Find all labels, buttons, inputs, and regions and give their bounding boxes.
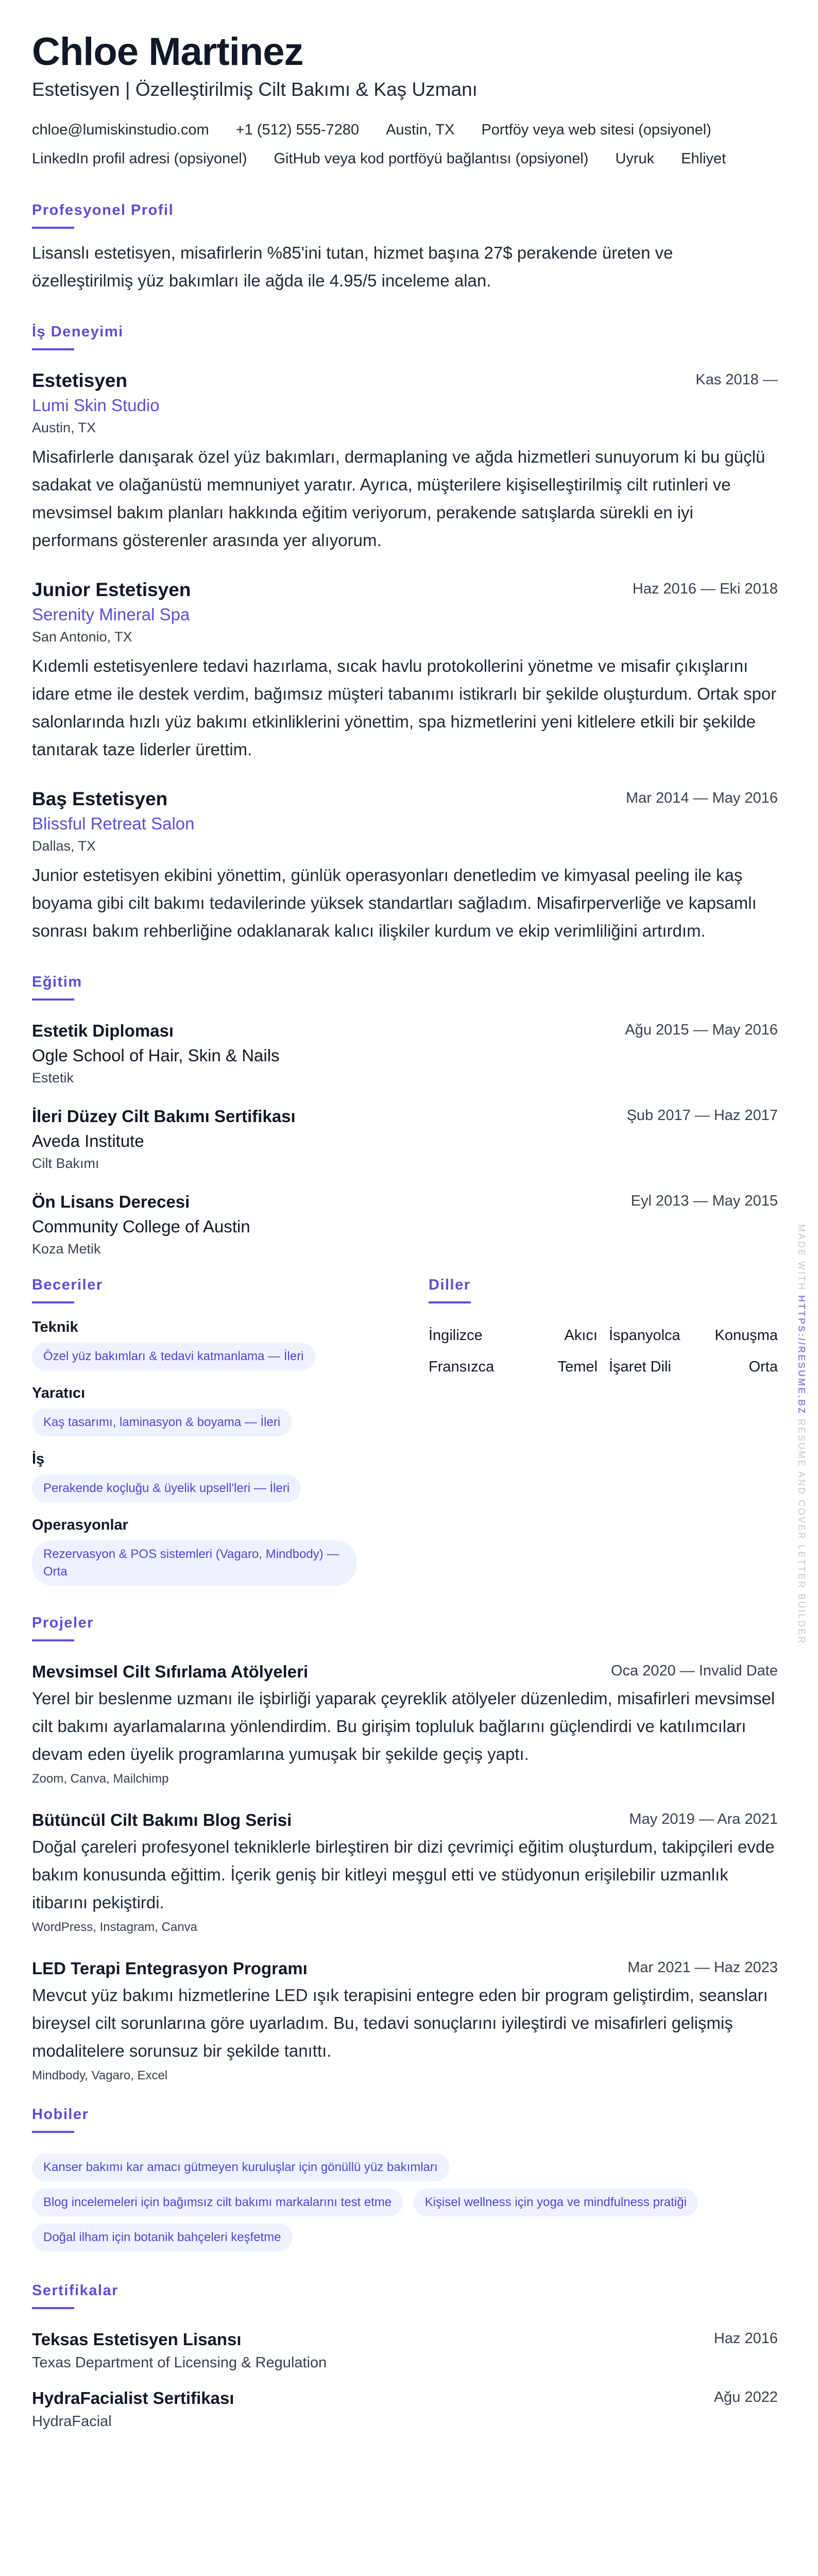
skills-section bbox=[32, 1275, 429, 1586]
resume-page bbox=[32, 29, 778, 2432]
certification-issuer: HydraFacial bbox=[32, 2413, 112, 2430]
project-name: Mevsimsel Cilt Sıfırlama Atölyeleri bbox=[32, 1662, 309, 1681]
education-date: Ağu 2015 — May 2016 bbox=[625, 1022, 778, 1038]
section-title: Beceriler bbox=[32, 1277, 103, 1293]
skill-chip: Perakende koçluğu & üyelik upsell'leri — İleri bbox=[32, 1475, 301, 1502]
education-field: Cilt Bakımı bbox=[32, 1156, 99, 1171]
certification-entry bbox=[32, 2327, 778, 2373]
experience-section bbox=[32, 321, 778, 945]
projects-section bbox=[32, 1613, 778, 2086]
education-section bbox=[32, 972, 778, 1259]
contact-nationality: Uyruk bbox=[615, 150, 655, 167]
resume-header bbox=[32, 29, 778, 173]
degree-title: Estetik Diploması bbox=[32, 1021, 174, 1040]
project-entry bbox=[32, 1807, 778, 1937]
section-divider bbox=[429, 1301, 471, 1303]
company-name: Lumi Skin Studio bbox=[32, 396, 160, 415]
skill-category: Operasyonlar bbox=[32, 1517, 128, 1533]
project-description: Yerel bir beslenme uzmanı ile işbirliği yaparak çeyreklik atölyeler düzenledim, misafirleri mevsimsel cilt bakımı ayarlamalarına yönlendirdim. Bu girişim topluluk bağlarını güçlendirdi ve katılımcıları devam eden üyelik programlarına yumuşak bir şekilde geçiş yaptı. bbox=[32, 1689, 775, 1764]
section-title: Hobiler bbox=[32, 2106, 89, 2123]
experience-entry bbox=[32, 786, 778, 945]
contact-list bbox=[32, 115, 778, 173]
language-level: Orta bbox=[748, 1359, 778, 1375]
project-date: Mar 2021 — Haz 2023 bbox=[627, 1959, 778, 1976]
language-level: Akıcı bbox=[564, 1327, 598, 1344]
experience-entry bbox=[32, 368, 778, 554]
certifications-section bbox=[32, 2280, 778, 2432]
experience-entry bbox=[32, 577, 778, 764]
job-description: Junior estetisyen ekibini yönettim, günlük operasyonları denetledim ve kimyasal peeling ile kaş boyama gibi cilt bakımı tedavilerinde yüksek standartları sağladım. Misafirperverliğe ve kapsamlı sonrası bakım rehberliğine odaklanarak kalıcı ilişkiler kurdum ve ekip verimliliğini artırdım. bbox=[32, 866, 757, 940]
project-tools: WordPress, Instagram, Canva bbox=[32, 1920, 198, 1934]
section-title: Eğitim bbox=[32, 974, 82, 990]
job-description: Misafirlerle danışarak özel yüz bakımları, dermaplaning ve ağda hizmetleri sunuyorum ki bu güçlü sadakat ve olağanüstü memnuniyet yaratır. Ayrıca, müşterilere kişiselleştirilmiş cilt rutinleri ve mevsimsel bakım planları hakkında eğitim veriyorum, perakende satışlarda sürekli en iyi performans gösterenler arasında yer alıyorum. bbox=[32, 447, 765, 550]
project-tools: Zoom, Canva, Mailchimp bbox=[32, 1772, 169, 1786]
project-description: Mevcut yüz bakımı hizmetlerine LED ışık terapisini entegre eden bir program geliştirdim, seansları bireysel cilt sorunlarına göre uyarladım. Bu, tedavi sonuçlarını iyileştirdi ve misafirleri gelişmiş modalitelere sorunsuz bir şekilde tanıttı. bbox=[32, 1986, 768, 2060]
project-entry bbox=[32, 1956, 778, 2086]
project-name: Bütüncül Cilt Bakımı Blog Serisi bbox=[32, 1810, 292, 1829]
watermark-suffix: RESUME AND COVER LETTER BUILDER bbox=[796, 1415, 807, 1645]
section-divider bbox=[32, 998, 74, 1001]
contact-linkedin[interactable]: LinkedIn profil adresi (opsiyonel) bbox=[32, 150, 247, 167]
certification-entry bbox=[32, 2385, 778, 2432]
job-location: Dallas, TX bbox=[32, 838, 96, 854]
education-date: Şub 2017 — Haz 2017 bbox=[626, 1107, 778, 1124]
section-divider bbox=[32, 348, 74, 350]
project-tools: Mindbody, Vagaro, Excel bbox=[32, 2069, 168, 2082]
education-entry bbox=[32, 1104, 778, 1174]
section-divider bbox=[32, 1639, 74, 1641]
school-name: Aveda Institute bbox=[32, 1131, 144, 1150]
job-title: Junior Estetisyen bbox=[32, 579, 191, 600]
skills-languages-row bbox=[32, 1275, 778, 1586]
certification-name: Teksas Estetisyen Lisansı bbox=[32, 2330, 242, 2349]
project-entry bbox=[32, 1659, 778, 1789]
section-title: Projeler bbox=[32, 1615, 94, 1631]
skill-category: İş bbox=[32, 1451, 45, 1467]
language-level: Konuşma bbox=[714, 1327, 778, 1344]
hobbies-section bbox=[32, 2104, 778, 2251]
section-divider bbox=[32, 1301, 74, 1303]
section-divider bbox=[32, 227, 74, 229]
candidate-headline: Estetisyen | Özelleştirilmiş Cilt Bakımı & Kaş Uzmanı bbox=[32, 79, 478, 100]
section-divider bbox=[32, 2131, 74, 2133]
job-date: Haz 2016 — Eki 2018 bbox=[632, 581, 778, 597]
contact-location: Austin, TX bbox=[386, 122, 455, 138]
skill-category: Yaratıcı bbox=[32, 1385, 86, 1401]
education-entry bbox=[32, 1018, 778, 1088]
language-name: Fransızca bbox=[429, 1359, 495, 1375]
hobby-chip: Kanser bakımı kar amacı gütmeyen kuruluşlar için gönüllü yüz bakımları bbox=[32, 2154, 449, 2181]
certification-name: HydraFacialist Sertifikası bbox=[32, 2388, 234, 2408]
certification-date: Haz 2016 bbox=[713, 2330, 778, 2347]
certification-date: Ağu 2022 bbox=[713, 2389, 778, 2405]
contact-email[interactable]: chloe@lumiskinstudio.com bbox=[32, 122, 209, 138]
language-list bbox=[429, 1327, 778, 1376]
hobby-list bbox=[32, 2146, 778, 2251]
language-level: Temel bbox=[557, 1359, 598, 1375]
skill-category: Teknik bbox=[32, 1319, 78, 1335]
watermark-prefix: MADE WITH bbox=[796, 1224, 807, 1295]
job-location: San Antonio, TX bbox=[32, 629, 132, 645]
company-name: Blissful Retreat Salon bbox=[32, 814, 195, 833]
hobby-chip: Kişisel wellness için yoga ve mindfulness pratiği bbox=[414, 2189, 698, 2216]
project-description: Doğal çareleri profesyonel tekniklerle birleştiren bir dizi çevrimiçi eğitim oluşturdum, takipçileri evde bakım konusunda eğittim. İçerik geniş bir kitleyi meşgul etti ve stüdyonun erişilebilir uzmanlık itibarını pekiştirdi. bbox=[32, 1837, 775, 1912]
section-title: Sertifikalar bbox=[32, 2282, 118, 2299]
education-field: Estetik bbox=[32, 1070, 74, 1086]
project-date: Oca 2020 — Invalid Date bbox=[610, 1663, 778, 1679]
project-date: May 2019 — Ara 2021 bbox=[629, 1811, 778, 1827]
job-location: Austin, TX bbox=[32, 420, 96, 435]
company-name: Serenity Mineral Spa bbox=[32, 605, 190, 624]
candidate-name: Chloe Martinez bbox=[32, 30, 303, 74]
job-description: Kıdemli estetisyenlere tedavi hazırlama, sıcak havlu protokollerini yönetme ve misafir çıkışlarını idare etme ile destek verdim, bağımsız müşteri tabanımı istikrarlı bir şekilde oluşturdum. Ortak spor salonlarında hızlı yüz bakımı etkinliklerini yönettim, spa hizmetlerini yeni kitlelere etkili bir şekilde tanıtarak taze liderler ürettim. bbox=[32, 656, 777, 759]
section-title: Profesyonel Profil bbox=[32, 202, 174, 218]
contact-portfolio[interactable]: Portföy veya web sitesi (opsiyonel) bbox=[481, 122, 711, 138]
contact-phone[interactable]: +1 (512) 555-7280 bbox=[235, 122, 360, 138]
section-divider bbox=[32, 2307, 74, 2309]
education-field: Koza Metik bbox=[32, 1241, 101, 1257]
degree-title: İleri Düzey Cilt Bakımı Sertifikası bbox=[32, 1107, 296, 1126]
hobby-chip: Doğal ilham için botanik bahçeleri keşfetme bbox=[32, 2224, 293, 2251]
hobby-chip: Blog incelemeleri için bağımsız cilt bakımı markalarını test etme bbox=[32, 2189, 403, 2216]
section-title: İş Deneyimi bbox=[32, 324, 124, 340]
job-title: Baş Estetisyen bbox=[32, 788, 168, 809]
job-date: Mar 2014 — May 2016 bbox=[626, 790, 778, 806]
language-name: İşaret Dili bbox=[609, 1359, 671, 1375]
watermark-link[interactable]: HTTPS://RESUME.BZ bbox=[796, 1295, 807, 1415]
job-date: Kas 2018 — bbox=[695, 371, 778, 388]
contact-license: Ehliyet bbox=[681, 150, 726, 167]
certification-issuer: Texas Department of Licensing & Regulation bbox=[32, 2354, 327, 2371]
builder-watermark bbox=[796, 1224, 807, 1645]
languages-section bbox=[429, 1275, 778, 1586]
skill-chip: Kaş tasarımı, laminasyon & boyama — İleri bbox=[32, 1409, 292, 1436]
language-name: İspanyolca bbox=[609, 1327, 680, 1344]
contact-github[interactable]: GitHub veya kod portföyü bağlantısı (opsiyonel) bbox=[274, 150, 589, 167]
profile-summary: Lisanslı estetisyen, misafirlerin %85'ini tutan, hizmet başına 27$ perakende üreten ve özelleştirilmiş yüz bakımları ile ağda ile 4.95/5 inceleme alan. bbox=[32, 243, 673, 290]
section-title: Diller bbox=[429, 1277, 471, 1293]
skill-chip: Rezervasyon & POS sistemleri (Vagaro, Mindbody) — Orta bbox=[32, 1540, 356, 1586]
degree-title: Ön Lisans Derecesi bbox=[32, 1192, 190, 1211]
skill-chip: Özel yüz bakımları & tedavi katmanlama — İleri bbox=[32, 1343, 315, 1370]
school-name: Community College of Austin bbox=[32, 1217, 250, 1236]
school-name: Ogle School of Hair, Skin & Nails bbox=[32, 1046, 280, 1065]
job-title: Estetisyen bbox=[32, 370, 128, 391]
language-name: İngilizce bbox=[429, 1327, 483, 1344]
profile-section bbox=[32, 200, 778, 295]
project-name: LED Terapi Entegrasyon Programı bbox=[32, 1959, 308, 1978]
education-entry bbox=[32, 1189, 778, 1259]
education-date: Eyl 2013 — May 2015 bbox=[630, 1193, 778, 1209]
